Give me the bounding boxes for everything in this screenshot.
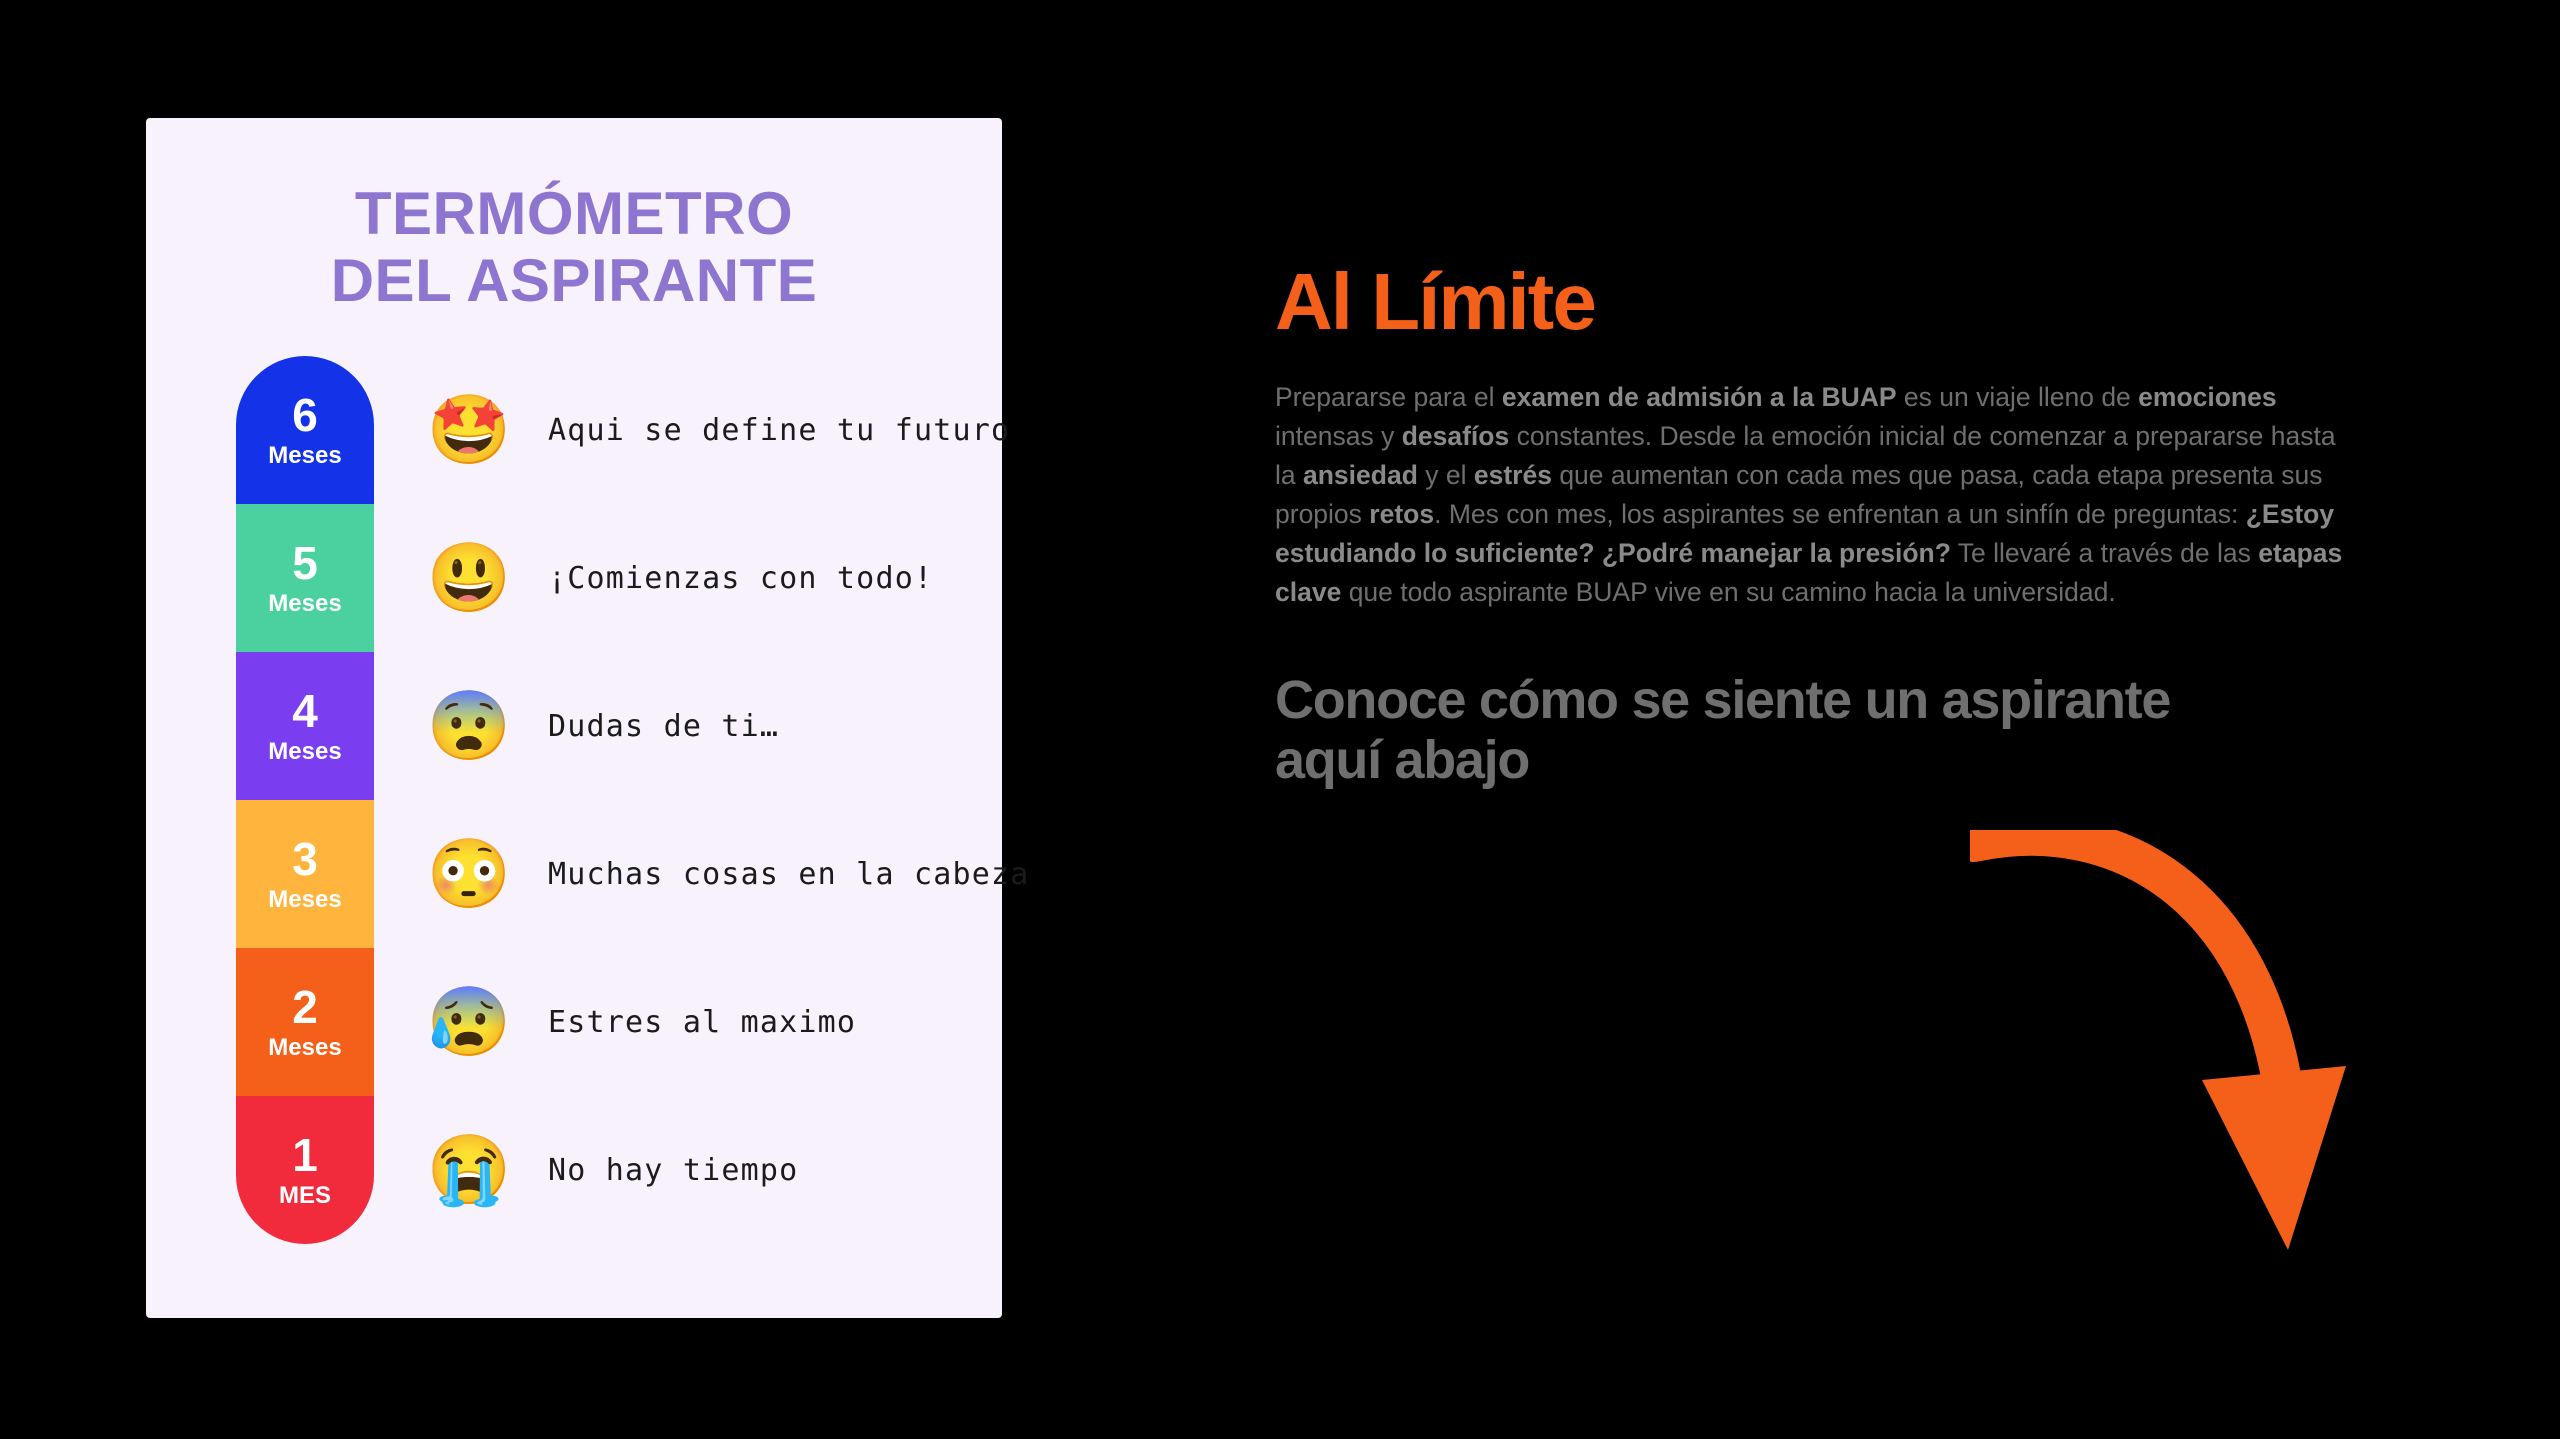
segment-number: 3 (292, 833, 318, 886)
segment-unit: MES (278, 1182, 331, 1210)
row-label: No hay tiempo (548, 1152, 799, 1188)
row-label: Aqui se define tu futuro (548, 412, 1011, 448)
thermometer-segment-3 (236, 800, 374, 948)
card-title (146, 180, 1002, 314)
table-row (146, 504, 1002, 652)
table-row (146, 948, 1002, 1096)
segment-unit: Meses (268, 738, 342, 766)
card-title-line-2: DEL ASPIRANTE (330, 247, 818, 315)
card-title-line-1: TERMÓMETRO (354, 180, 794, 247)
thermometer-segment-4 (236, 652, 374, 800)
thermometer-segment-6 (236, 356, 374, 504)
subheading (1275, 670, 2225, 791)
thermometer-segment-1 (236, 1096, 374, 1244)
subheading-line-1: Conoce cómo se siente un (1275, 669, 1928, 730)
row-label: ¡Comienzas con todo! (548, 560, 934, 596)
segment-unit: Meses (268, 442, 342, 470)
curved-down-arrow (1970, 830, 2350, 1280)
segment-number: 4 (292, 685, 318, 738)
loudly-crying-face-emoji: 😭 (426, 1132, 512, 1209)
segment-number: 2 (292, 981, 318, 1034)
anxious-face-with-sweat-emoji: 😰 (426, 984, 512, 1061)
thermometer-segment-5 (236, 504, 374, 652)
subheading-line-2: aspirante aquí abajo (1275, 669, 2171, 791)
segment-unit: Meses (268, 886, 342, 914)
row-label: Estres al maximo (548, 1004, 857, 1040)
grinning-face-emoji: 😃 (426, 540, 512, 617)
table-row (146, 652, 1002, 800)
intro-paragraph: Prepararse para el examen de admisión a la BUAP es un viaje lleno de emociones intensas y desafíos constantes. Desde la emoción inicial de comenzar a prepararse hasta la ansiedad y el estrés que aumentan con cada mes que pasa, cada etapa presenta sus propios retos. Mes con mes, los aspirantes se enfrentan a un sinfín de preguntas: ¿Estoy estudiando lo suficiente? ¿Podré manejar la presión? Te llevaré a través de las etapas clave que todo aspirante BUAP vive en su camino hacia la universidad. (1275, 382, 2343, 607)
segment-unit: Meses (268, 1034, 342, 1062)
segment-number: 5 (292, 537, 318, 590)
segment-unit: Meses (268, 590, 342, 618)
fearful-face-emoji: 😨 (426, 688, 512, 765)
row-label: Dudas de ti… (548, 708, 780, 744)
table-row (146, 1096, 1002, 1244)
page-title: Al Límite (1275, 257, 1595, 346)
segment-number: 6 (292, 389, 318, 442)
thermometer-rows (146, 356, 1030, 1244)
table-row (146, 800, 1030, 948)
right-content (1275, 257, 2395, 791)
row-label: Muchas cosas en la cabeza (548, 856, 1030, 892)
star-struck-emoji: 🤩 (426, 392, 512, 469)
thermometer-card (146, 118, 1030, 1318)
segment-number: 1 (292, 1129, 318, 1182)
thermometer-segment-2 (236, 948, 374, 1096)
table-row (146, 356, 1011, 504)
flushed-face-emoji: 😳 (426, 836, 512, 913)
